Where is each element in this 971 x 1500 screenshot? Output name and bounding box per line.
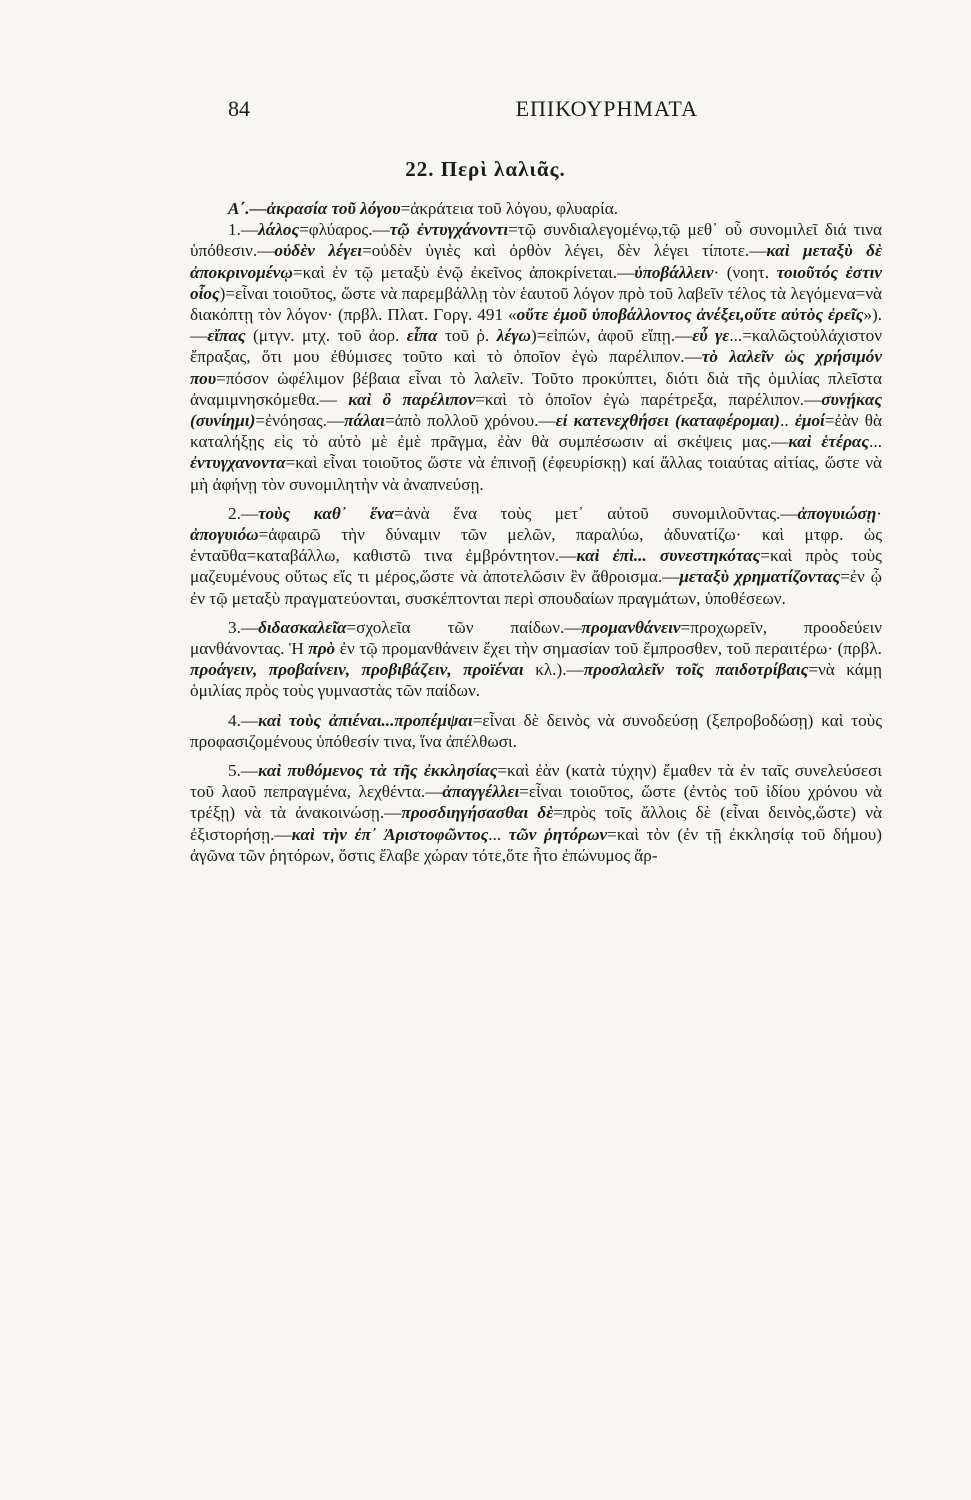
gloss-text: )=εἶναι τοιοῦτος, ὥστε νὰ παρεμβάλλῃ τὸν ἑαυτοῦ λόγον πρὸ τοῦ λαβεῖν τέλος τὰ λεγόμενα=νὰ διακόπτῃ τὸν λόγον· (πρβλ. Πλατ. Γοργ. 491 « [190,283,882,325]
gloss-text: =εἶναι δὲ δεινὸς νὰ συνοδεύσῃ (ξεπροβοδώσῃ) καὶ τοὺς προφασιζομένους ὑπόθεσίν τινα, ἵνα ἀπέλθωσι. [190,710,882,751]
page-header [228,96,698,128]
gloss-text: κλ.).— [523,660,584,680]
gloss-text: =ἐὰν θὰ καταλήξῃς εἰς τὸ αὐτὸ μὲ ἐμὲ πρᾶγμα, ἐὰν θὰ συμπέσωσιν αἱ σκέψεις μας.— [190,411,883,452]
lemma-text: λάλος [258,220,300,240]
lemma-text: τοιοῦτός ἐστιν οἷος [190,262,882,303]
gloss-text: (μτγν. μτχ. τοῦ ἀορ. [245,326,407,346]
lemma-text: τῶν ῥητόρων [508,824,608,844]
lemma-text: καὶ πυθόμενος τὰ τῆς ἐκκλησίας [258,761,498,781]
lemma-text: καὶ ὃ παρέλιπον [348,389,476,409]
gloss-text: =καὶ ἐὰν (κατὰ τύχην) ἔμαθεν τὰ ἐν ταῖς συνελεύσεσι τοῦ λαοῦ πεπραγμένα, λεχθέντα.— [190,761,882,802]
lemma-text: προσδιηγήσασθαι δὲ [401,803,554,823]
lemma-text: τὸ λαλεῖν ὡς χρήσιμόν που [190,347,882,388]
body-text [190,198,882,866]
paragraph-5 [190,710,882,752]
gloss-text: )=εἰπών, ἀφοῦ εἴπῃ.— [530,326,693,346]
lemma-text: ἐντυγχανοντα [190,453,286,473]
lemma-text: εἴπας [207,326,246,346]
gloss-text: =ἀπὸ πολλοῦ χρόνου.— [384,411,556,431]
gloss-text: 4.— [228,710,259,730]
lemma-text: προάγειν, προβαίνειν, προβιβάζειν, προϊέναι [190,660,524,680]
gloss-text: =ἀφαιρῶ τὴν δύναμιν τῶν μελῶν, παραλύω, ἀδυνατίζω· καὶ μτφρ. ὡς ἐνταῦθα=καταβάλλω, καθιστῶ τινα ἐμβρόντητον.— [190,525,882,566]
lemma-text: λέγω [496,326,531,346]
lemma-text: καὶ τοὺς ἀπιέναι...προπέμψαι [258,710,473,730]
lemma-text: ἀπαγγέλλει [442,782,520,802]
lemma-text: προσλαλεῖν τοῖς παιδοτρίβαις [583,660,809,680]
paragraph-1 [190,198,882,219]
lemma-text: ὑποβάλλειν [634,262,714,282]
gloss-text: =ἐνόησας.— [255,411,345,431]
gloss-text: =φλύαρος.— [299,220,390,240]
gloss-text: .. [780,411,795,431]
lemma-text: οὐδὲν λέγει [274,241,363,261]
lemma-text: καὶ ἐπὶ... συνεστηκότας [576,546,761,566]
lemma-text: διδασκαλεῖα [258,617,347,637]
gloss-text: =νὰ κάμῃ ὁμιλίας πρὸς τοὺς γυμναστὰς τῶν παίδων. [190,660,883,701]
gloss-text: =καὶ τὸν (ἐν τῇ ἐκκλησίᾳ τοῦ δήμου) ἀγῶνα τῶν ῥητόρων, ὅστις ἔλαβε χώραν τότε,ὅτε ἦτο ἐπώνυμος ἄρ- [190,824,882,865]
paragraph-3 [190,503,882,609]
lemma-text: εὖ γε [692,326,730,346]
gloss-text: =ἀνὰ ἕνα τοὺς μετ᾽ αὐτοῦ συνομιλοῦντας.— [394,503,798,523]
gloss-text: ... [488,824,509,844]
gloss-text: =πρὸς τοῖς ἄλλοις δὲ (εἶναι δεινὸς,ὥστε) νὰ ἐξιστορήσῃ.— [190,803,882,844]
lemma-text: εἶπα [406,326,438,346]
gloss-text: 1.— [228,220,259,240]
lemma-text: τοὺς καθ᾽ ἕνα [258,503,395,523]
gloss-text: ...=καλῶςτοὐλάχιστον ἔπραξας, ὅτι μου ἐθύμισες τοῦτο καὶ τὸ ὁποῖον ἐγὼ παρέλιπον.— [190,326,883,367]
lemma-text: πρὸ [308,639,336,659]
lemma-text: Α΄.—ἀκρασία τοῦ λόγου [228,199,401,218]
lemma-text: καὶ τὴν ἐπ᾽ Ἀριστοφῶντος [291,824,489,844]
gloss-text: =ἐν ᾧ ἐν τῷ μεταξὺ πραγματεύονται, συσκέπτονται περὶ σπουδαίων πραγμάτων, ὑποθέσεων. [190,567,882,608]
gloss-text: =καὶ ἐν τῷ μεταξὺ ἐνῷ ἐκεῖνος ἀποκρίνεται.— [292,262,635,282]
section-title: 22. Περὶ λαλιᾶς. [405,157,566,181]
gloss-text: »).— [190,305,882,346]
gloss-text: =καὶ τὸ ὁποῖον ἐγὼ παρέτρεξα, παρέλιπον.— [475,389,822,409]
gloss-text: 2.— [228,503,259,523]
lemma-text: καὶ ἑτέρας [788,432,870,452]
lemma-text: συνῄκας (συνίημι) [190,389,882,431]
lemma-text: τῷ ἐντυγχάνοντι [389,220,509,240]
page-number: 84 [228,96,250,121]
running-title: ΕΠΙΚΟΥΡΗΜΑΤΑ [515,96,698,121]
gloss-text: =προχωρεῖν, προοδεύειν μανθάνοντας. Ἡ [190,617,882,659]
gloss-text: =οὐδὲν ὑγιὲς καὶ ὀρθὸν λέγει, δὲν λέγει τίποτε.— [362,241,767,261]
lemma-text: καὶ μεταξὺ δὲ ἀποκρινομένῳ [190,241,882,282]
gloss-text: =καὶ πρὸς τοὺς μαζευμένους οὕτως εἴς τι μέρος,ὥστε νὰ ἀποτελῶσιν ἓν ἄθροισμα.— [190,546,882,587]
gloss-text: =σχολεῖα τῶν παίδων.— [346,617,582,637]
paragraph-2 [190,219,882,495]
gloss-text: τοῦ ῥ. [437,326,497,346]
gloss-text: =εἶναι τοιοῦτος, ὥστε (ἐντὸς τοῦ ἰδίου χρόνου νὰ τρέξῃ) νὰ τὰ ἀνακοινώσῃ.— [190,782,882,823]
lemma-text: ἀπογυιώσῃ [797,503,877,523]
gloss-text: =ἀκράτεια τοῦ λόγου, φλυαρία. [400,199,619,218]
gloss-text: =τῷ συνδιαλεγομένῳ,τῷ μεθ᾽ οὗ συνομιλεῖ διά τινα ὑπόθεσιν.— [190,220,882,261]
gloss-text: =καὶ εἶναι τοιοῦτος ὥστε νὰ ἐπινοῇ (ἐφευρίσκῃ) καί ἄλλας τοιαύτας αἰτίας, ὥστε νὰ μὴ ἀφήνῃ τὸν συνομιλητὴν νὰ ἀναπνεύσῃ. [190,453,882,494]
paragraph-4 [190,617,882,702]
lemma-text: ἐμοί [794,411,825,431]
gloss-text: ... [869,432,882,452]
gloss-text: · [876,503,882,523]
gloss-text: =πόσον ὠφέλιμον βέβαια εἶναι τὸ λαλεῖν. Τοῦτο προκύπτει, διότι διὰ τῆς ὁμιλίας πλεῖστα ἀναμιμνησκόμεθα.— [190,368,882,409]
gloss-text: 5.— [228,761,259,781]
gloss-text: · (νοητ. [713,262,777,282]
gloss-text: 3.— [228,617,259,637]
lemma-text: οὔτε ἐμοῦ ὑποβάλλοντος ἀνέξει,οὔτε αὐτὸς ἐρεῖς [516,305,864,325]
lemma-text: μεταξὺ χρηματίζοντας [679,567,841,587]
lemma-text: πάλαι [344,411,385,431]
gloss-text: ἐν τῷ προμανθάνειν ἔχει τὴν σημασίαν τοῦ ἔμπροσθεν, τοῦ περαιτέρω· (πρβλ. [335,639,882,659]
lemma-text: ἀπογυιόω [190,525,259,545]
lemma-text: προμανθάνειν [581,617,681,637]
lemma-text: εἰ κατενεχθήσει (καταφέρομαι) [555,411,781,431]
paragraph-6 [190,760,882,866]
